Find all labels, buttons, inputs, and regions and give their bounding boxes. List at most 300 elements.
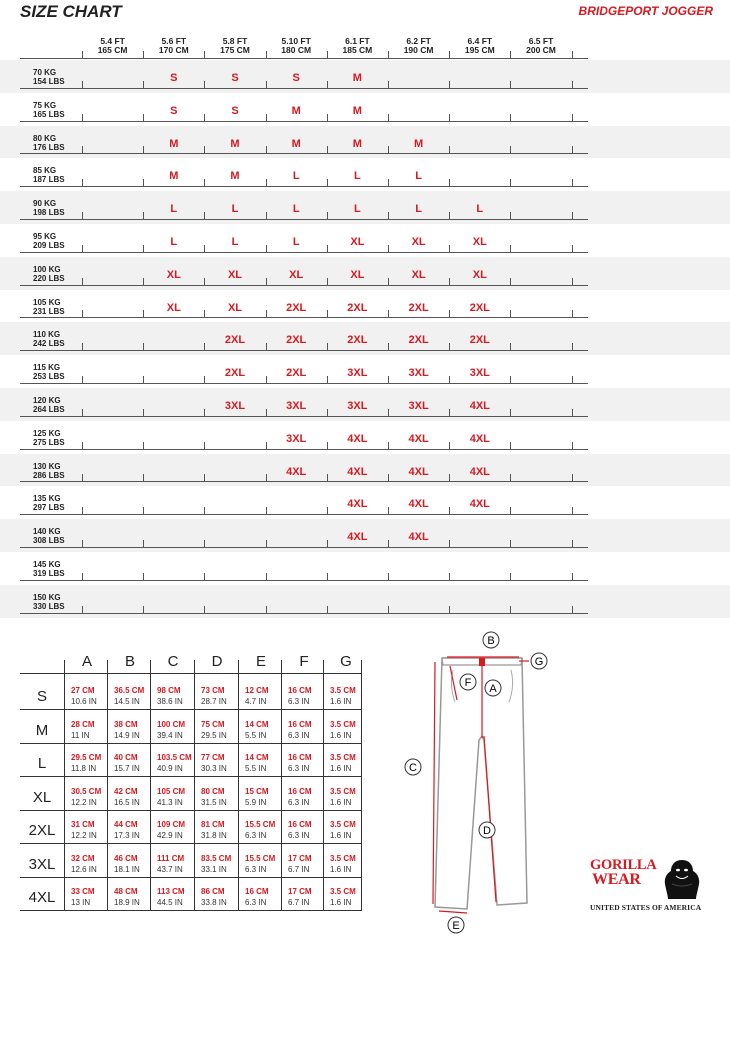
- measure-cm: 3.5 CM: [330, 686, 356, 695]
- column-tick: [143, 81, 144, 89]
- column-tick: [388, 310, 389, 318]
- size-cell: 4XL: [408, 432, 429, 445]
- column-tick: [143, 606, 144, 614]
- measure-in: 16.5 IN: [114, 797, 140, 807]
- measure-size-label: XL: [32, 788, 52, 806]
- size-cell: 3XL: [286, 400, 307, 412]
- column-tick: [82, 310, 83, 318]
- column-tick: [510, 474, 511, 482]
- measure-column-line: [361, 660, 362, 911]
- column-tick: [449, 179, 450, 187]
- weight-kg: 130 KG: [33, 461, 61, 471]
- height-header: [202, 37, 268, 55]
- size-cell: M: [291, 137, 301, 150]
- measure-in: 1.6 IN: [330, 797, 352, 807]
- measure-in: 4.7 IN: [245, 697, 267, 706]
- column-tick: [449, 474, 450, 482]
- column-tick: [266, 442, 267, 450]
- column-tick: [204, 376, 205, 384]
- measure-cm: 28 CM: [71, 719, 95, 729]
- measure-row-divider: [20, 810, 361, 811]
- weight-label: [33, 560, 65, 578]
- product-name: BRIDGEPORT JOGGER: [578, 4, 713, 18]
- row-divider: [20, 481, 588, 482]
- column-tick: [327, 245, 328, 253]
- weight-kg: 120 KG: [33, 396, 61, 405]
- measure-row-divider: [20, 776, 361, 777]
- size-cell: 3XL: [224, 400, 246, 412]
- column-tick: [266, 51, 267, 59]
- weight-kg: 115 KG: [33, 363, 61, 373]
- column-tick: [388, 376, 389, 384]
- size-cell: M: [291, 104, 301, 117]
- size-cell: M: [169, 170, 179, 183]
- size-cell: 2XL: [469, 334, 490, 347]
- column-tick: [266, 606, 267, 614]
- size-cell: 3XL: [347, 367, 368, 380]
- size-cell: S: [231, 104, 239, 117]
- brand-logo: [590, 858, 705, 918]
- column-tick: [82, 573, 83, 581]
- column-tick: [266, 310, 267, 318]
- size-cell: S: [231, 72, 239, 84]
- column-tick: [266, 179, 267, 187]
- measure-column-header: E: [255, 653, 266, 670]
- height-header: [386, 37, 452, 55]
- measure-cm: 16 CM: [288, 786, 312, 796]
- measure-row-divider: [20, 910, 361, 911]
- size-cell: L: [354, 203, 361, 216]
- measure-size-label: M: [35, 721, 49, 739]
- size-cell: M: [169, 137, 179, 150]
- column-tick: [388, 540, 389, 548]
- size-cell: M: [230, 170, 240, 183]
- measure-in: 6.3 IN: [288, 730, 310, 740]
- column-tick: [510, 278, 511, 286]
- measure-cm: 16 CM: [288, 753, 312, 762]
- weight-lbs: 275 LBS: [33, 437, 65, 447]
- measure-column-line: [194, 660, 195, 911]
- column-tick: [327, 179, 328, 187]
- weight-kg: 110 KG: [33, 330, 61, 340]
- column-tick: [204, 573, 205, 581]
- weight-kg: 145 KG: [33, 560, 61, 569]
- measure-cm: 3.5 CM: [330, 719, 356, 729]
- column-tick: [572, 540, 573, 548]
- measure-line-c: [433, 662, 435, 904]
- weight-label: [33, 527, 65, 545]
- measure-in: 6.7 IN: [288, 898, 310, 907]
- measure-column-header: F: [299, 653, 309, 670]
- column-tick: [204, 507, 205, 515]
- height-ft: 5.4 FT: [100, 36, 125, 46]
- size-cell: S: [170, 72, 178, 84]
- measure-cm: 17 CM: [288, 887, 312, 896]
- weight-label: [33, 593, 65, 611]
- column-tick: [143, 376, 144, 384]
- row-divider: [20, 613, 588, 614]
- column-tick: [204, 606, 205, 614]
- size-cell: 2XL: [347, 334, 368, 347]
- size-cell: 2XL: [224, 367, 246, 380]
- column-tick: [449, 146, 450, 154]
- weight-label: [33, 363, 65, 381]
- row-divider: [20, 350, 588, 351]
- measure-cm: 98 CM: [157, 686, 181, 695]
- measure-in: 15.7 IN: [114, 764, 140, 773]
- measure-cm: 14 CM: [245, 719, 269, 729]
- measure-in: 31.5 IN: [201, 797, 227, 807]
- column-tick: [449, 507, 450, 515]
- measure-line-d: [484, 736, 496, 902]
- measure-size-label: L: [37, 755, 47, 772]
- weight-kg: 135 KG: [33, 494, 61, 504]
- column-tick: [449, 81, 450, 89]
- column-tick: [572, 114, 573, 122]
- measure-cm: 3.5 CM: [330, 887, 356, 896]
- size-cell: L: [231, 236, 239, 248]
- measure-in: 6.3 IN: [245, 831, 267, 840]
- weight-kg: 75 KG: [33, 100, 57, 110]
- measure-in: 11.8 IN: [71, 764, 97, 773]
- measure-cm: 14 CM: [245, 753, 269, 762]
- measure-in: 6.3 IN: [288, 697, 310, 706]
- size-cell: 4XL: [408, 465, 429, 478]
- row-divider: [20, 317, 588, 318]
- size-cell: 4XL: [286, 465, 307, 478]
- column-tick: [388, 179, 389, 187]
- size-cell: 4XL: [408, 498, 429, 511]
- measure-cm: 29.5 CM: [71, 753, 102, 762]
- column-tick: [388, 212, 389, 220]
- column-tick: [204, 146, 205, 154]
- label-e: [448, 917, 464, 933]
- logo-line1: GORILLA: [590, 857, 657, 873]
- column-tick: [143, 114, 144, 122]
- column-tick: [82, 114, 83, 122]
- measure-column-line: [64, 660, 65, 911]
- height-ft: 6.1 FT: [345, 36, 370, 46]
- measure-in: 1.6 IN: [330, 864, 352, 874]
- measure-cm: 111 CM: [157, 853, 185, 863]
- column-tick: [327, 606, 328, 614]
- column-tick: [82, 51, 83, 59]
- column-tick: [82, 278, 83, 286]
- column-tick: [82, 442, 83, 450]
- column-tick: [266, 540, 267, 548]
- measure-in: 28.7 IN: [201, 697, 227, 706]
- weight-label: [33, 166, 65, 184]
- column-tick: [143, 507, 144, 515]
- column-tick: [327, 474, 328, 482]
- header-divider: [20, 58, 588, 59]
- size-cell: XL: [166, 301, 181, 314]
- measure-in: 14.5 IN: [114, 697, 140, 706]
- measure-in: 1.6 IN: [330, 831, 352, 840]
- size-cell: L: [292, 170, 300, 183]
- weight-label: [33, 101, 65, 119]
- column-tick: [327, 114, 328, 122]
- weight-lbs: 264 LBS: [33, 405, 65, 414]
- measure-column-header: C: [167, 653, 179, 670]
- column-tick: [327, 573, 328, 581]
- weight-label: [33, 462, 65, 480]
- measure-in: 10.6 IN: [71, 697, 97, 706]
- label-g-text: G: [534, 656, 544, 668]
- column-tick: [327, 343, 328, 351]
- size-cell: L: [292, 203, 300, 216]
- label-f-text: F: [464, 677, 472, 689]
- column-tick: [510, 409, 511, 417]
- weight-kg: 90 KG: [33, 199, 57, 209]
- measure-cm: 36.5 CM: [114, 686, 145, 695]
- measure-in: 18.1 IN: [114, 864, 140, 874]
- measure-in: 33.1 IN: [201, 864, 227, 874]
- column-tick: [449, 573, 450, 581]
- measure-cm: 3.5 CM: [330, 786, 356, 796]
- label-g: [531, 653, 547, 669]
- measure-in: 1.6 IN: [330, 898, 352, 907]
- measure-cm: 42 CM: [114, 786, 138, 796]
- weight-lbs: 286 LBS: [33, 470, 65, 480]
- gorilla-icon: [662, 858, 702, 900]
- weight-kg: 70 KG: [33, 68, 57, 77]
- column-tick: [327, 212, 328, 220]
- measure-cm: 3.5 CM: [330, 753, 356, 762]
- weight-kg: 140 KG: [33, 527, 61, 537]
- measure-cm: 48 CM: [114, 887, 138, 896]
- column-tick: [449, 376, 450, 384]
- weight-lbs: 319 LBS: [33, 569, 65, 578]
- column-tick: [510, 376, 511, 384]
- measure-in: 13 IN: [71, 898, 91, 907]
- column-tick: [388, 474, 389, 482]
- size-cell: 2XL: [224, 334, 246, 347]
- column-tick: [266, 81, 267, 89]
- column-tick: [82, 212, 83, 220]
- measure-cm: 73 CM: [201, 686, 225, 695]
- column-tick: [510, 540, 511, 548]
- column-tick: [388, 442, 389, 450]
- column-tick: [572, 376, 573, 384]
- row-divider: [20, 547, 588, 548]
- column-tick: [266, 573, 267, 581]
- measure-in: 6.3 IN: [245, 864, 267, 874]
- column-tick: [204, 245, 205, 253]
- column-tick: [449, 245, 450, 253]
- height-cm: 195 CM: [464, 45, 495, 55]
- column-tick: [204, 81, 205, 89]
- height-ft: 5.10 FT: [281, 36, 311, 46]
- row-divider: [20, 285, 588, 286]
- height-header: [447, 37, 513, 55]
- height-cm: 170 CM: [158, 45, 189, 55]
- height-cm: 185 CM: [342, 45, 373, 55]
- measure-cm: 15 CM: [245, 786, 269, 796]
- column-tick: [82, 179, 83, 187]
- column-tick: [572, 343, 573, 351]
- column-tick: [143, 474, 144, 482]
- page-title: SIZE CHART: [20, 2, 122, 21]
- measure-cm: 3.5 CM: [330, 820, 356, 829]
- height-header: [508, 37, 574, 55]
- weight-label: [33, 68, 65, 86]
- size-cell: 3XL: [347, 400, 368, 412]
- size-cell: L: [415, 203, 422, 216]
- size-cell: 4XL: [469, 400, 490, 412]
- height-header: [263, 37, 329, 55]
- label-a: [485, 680, 501, 696]
- weight-lbs: 297 LBS: [33, 503, 65, 513]
- size-cell: XL: [166, 268, 181, 281]
- size-cell: 2XL: [408, 334, 429, 347]
- column-tick: [388, 573, 389, 581]
- size-cell: L: [231, 203, 239, 216]
- weight-lbs: 176 LBS: [33, 142, 65, 152]
- column-tick: [388, 245, 389, 253]
- column-tick: [388, 278, 389, 286]
- row-divider: [20, 580, 588, 581]
- column-tick: [449, 212, 450, 220]
- column-tick: [388, 114, 389, 122]
- weight-label: [33, 429, 65, 447]
- column-tick: [449, 442, 450, 450]
- measure-in: 6.3 IN: [288, 831, 310, 840]
- logo-tagline: UNITED STATES OF AMERICA: [590, 903, 702, 912]
- column-tick: [327, 51, 328, 59]
- measure-in: 33.8 IN: [201, 898, 227, 907]
- column-tick: [510, 343, 511, 351]
- height-cm: 165 CM: [97, 45, 128, 55]
- column-tick: [572, 51, 573, 59]
- column-tick: [510, 212, 511, 220]
- height-ft: 6.5 FT: [528, 36, 554, 46]
- size-cell: XL: [411, 236, 426, 248]
- column-tick: [510, 606, 511, 614]
- weight-kg: 85 KG: [33, 166, 57, 176]
- size-cell: 2XL: [469, 301, 490, 314]
- label-a-text: A: [489, 683, 497, 695]
- column-tick: [388, 606, 389, 614]
- column-tick: [204, 442, 205, 450]
- measure-column-header: G: [340, 653, 352, 670]
- column-tick: [266, 376, 267, 384]
- measure-in: 6.3 IN: [288, 764, 310, 773]
- measure-in: 40.9 IN: [157, 764, 183, 773]
- measure-column-header: B: [124, 653, 135, 670]
- column-tick: [204, 278, 205, 286]
- weight-lbs: 187 LBS: [33, 175, 65, 185]
- column-tick: [572, 245, 573, 253]
- column-tick: [572, 409, 573, 417]
- measure-cm: 38 CM: [114, 719, 138, 729]
- size-cell: M: [352, 137, 362, 150]
- column-tick: [510, 245, 511, 253]
- weight-label: [33, 134, 65, 152]
- column-tick: [143, 442, 144, 450]
- column-tick: [572, 606, 573, 614]
- size-cell: 2XL: [286, 334, 307, 347]
- weight-label: [33, 232, 65, 250]
- height-cm: 175 CM: [220, 45, 250, 55]
- column-tick: [449, 114, 450, 122]
- size-cell: 4XL: [469, 498, 490, 511]
- label-f: [460, 674, 476, 690]
- column-tick: [572, 278, 573, 286]
- column-tick: [510, 114, 511, 122]
- size-cell: L: [415, 170, 422, 183]
- column-tick: [266, 278, 267, 286]
- column-tick: [82, 376, 83, 384]
- measure-column-header: A: [81, 653, 92, 670]
- measure-in: 11 IN: [71, 730, 90, 740]
- row-divider: [20, 219, 588, 220]
- column-tick: [572, 310, 573, 318]
- size-cell: M: [352, 104, 362, 117]
- weight-lbs: 330 LBS: [33, 601, 65, 611]
- weight-label: [33, 330, 65, 348]
- column-tick: [204, 343, 205, 351]
- label-e-text: E: [452, 920, 460, 932]
- measure-cm: 46 CM: [114, 853, 138, 863]
- measure-cm: 103.5 CM: [157, 753, 192, 762]
- column-tick: [327, 540, 328, 548]
- column-tick: [449, 51, 450, 59]
- column-tick: [82, 474, 83, 482]
- column-tick: [82, 409, 83, 417]
- measure-cm: 32 CM: [71, 853, 95, 863]
- size-cell: XL: [472, 268, 487, 281]
- measure-cm: 86 CM: [201, 887, 225, 896]
- size-cell: XL: [227, 268, 243, 281]
- measure-in: 43.7 IN: [157, 864, 183, 874]
- measure-cm: 33 CM: [71, 887, 95, 896]
- column-tick: [82, 245, 83, 253]
- column-tick: [572, 179, 573, 187]
- height-ft: 6.4 FT: [467, 36, 493, 46]
- measure-column-line: [150, 660, 151, 911]
- column-tick: [510, 146, 511, 154]
- size-cell: 3XL: [286, 432, 307, 445]
- label-c: [405, 759, 421, 775]
- weight-lbs: 165 LBS: [33, 109, 65, 119]
- column-tick: [143, 212, 144, 220]
- column-tick: [204, 179, 205, 187]
- column-tick: [204, 474, 205, 482]
- weight-lbs: 231 LBS: [33, 306, 65, 316]
- column-tick: [204, 540, 205, 548]
- size-cell: L: [170, 203, 178, 216]
- measure-cm: 16 CM: [245, 887, 269, 896]
- measure-cm: 81 CM: [201, 820, 225, 829]
- size-cell: 3XL: [469, 367, 490, 380]
- column-tick: [510, 507, 511, 515]
- measure-cm: 80 CM: [201, 786, 225, 796]
- weight-kg: 95 KG: [33, 232, 57, 241]
- column-tick: [266, 507, 267, 515]
- column-tick: [449, 343, 450, 351]
- column-tick: [204, 212, 205, 220]
- size-cell: 3XL: [408, 367, 429, 380]
- weight-kg: 105 KG: [33, 297, 61, 307]
- column-tick: [510, 179, 511, 187]
- label-d-text: D: [483, 825, 491, 837]
- row-divider: [20, 416, 588, 417]
- measure-size-label: 4XL: [28, 889, 56, 906]
- measure-in: 12.6 IN: [71, 864, 97, 874]
- column-tick: [510, 81, 511, 89]
- column-tick: [266, 114, 267, 122]
